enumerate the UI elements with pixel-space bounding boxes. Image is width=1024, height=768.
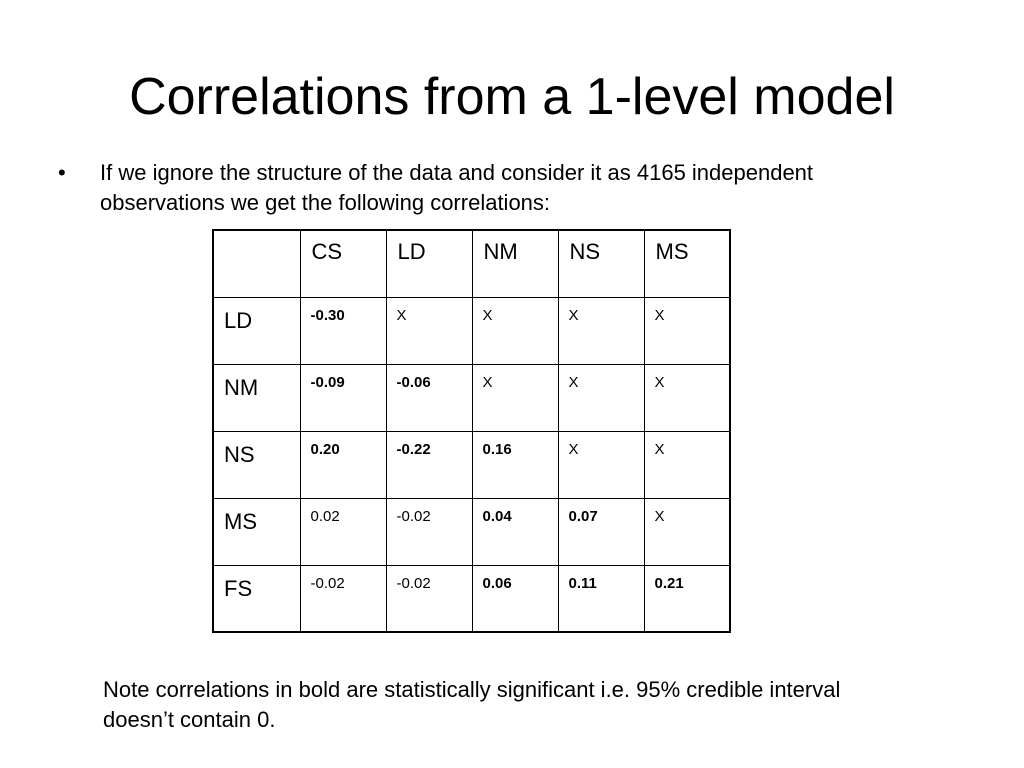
table-row: [213, 297, 730, 364]
significant-correlation-cell: 0.04: [472, 498, 558, 565]
significant-correlation-cell: -0.30: [300, 297, 386, 364]
correlation-cell: X: [558, 297, 644, 364]
column-header: NM: [472, 230, 558, 297]
row-header: LD: [213, 297, 300, 364]
correlation-cell: X: [644, 297, 730, 364]
correlation-cell: -0.02: [300, 565, 386, 632]
correlation-cell: 0.02: [300, 498, 386, 565]
significant-correlation-cell: 0.21: [644, 565, 730, 632]
table-row: [213, 431, 730, 498]
table-corner-cell: [213, 230, 300, 297]
table-row: [213, 498, 730, 565]
bullet-marker: •: [58, 160, 66, 185]
table-header-row: [213, 230, 730, 297]
row-header: NS: [213, 431, 300, 498]
table-row: [213, 565, 730, 632]
correlation-cell: X: [386, 297, 472, 364]
bullet-text: If we ignore the structure of the data and consider it as 4165 independent observations we get the following correlations:: [100, 160, 814, 215]
column-header: CS: [300, 230, 386, 297]
correlation-cell: X: [472, 364, 558, 431]
column-header: MS: [644, 230, 730, 297]
correlation-cell: X: [644, 364, 730, 431]
row-header: NM: [213, 364, 300, 431]
significant-correlation-cell: 0.07: [558, 498, 644, 565]
column-header: NS: [558, 230, 644, 297]
significant-correlation-cell: -0.06: [386, 364, 472, 431]
correlation-cell: X: [558, 364, 644, 431]
significant-correlation-cell: 0.11: [558, 565, 644, 632]
correlation-cell: X: [472, 297, 558, 364]
slide-title: Correlations from a 1-level model: [129, 68, 895, 126]
correlation-cell: -0.02: [386, 565, 472, 632]
significance-note: Note correlations in bold are statistically significant i.e. 95% credible interval doesn’t contain 0.: [103, 677, 841, 732]
significant-correlation-cell: 0.20: [300, 431, 386, 498]
significant-correlation-cell: -0.09: [300, 364, 386, 431]
correlation-cell: X: [644, 498, 730, 565]
row-header: MS: [213, 498, 300, 565]
correlation-table: [212, 229, 731, 633]
significant-correlation-cell: 0.16: [472, 431, 558, 498]
correlation-cell: -0.02: [386, 498, 472, 565]
correlation-cell: X: [644, 431, 730, 498]
table-row: [213, 364, 730, 431]
correlation-cell: X: [558, 431, 644, 498]
row-header: FS: [213, 565, 300, 632]
significant-correlation-cell: -0.22: [386, 431, 472, 498]
column-header: LD: [386, 230, 472, 297]
significant-correlation-cell: 0.06: [472, 565, 558, 632]
